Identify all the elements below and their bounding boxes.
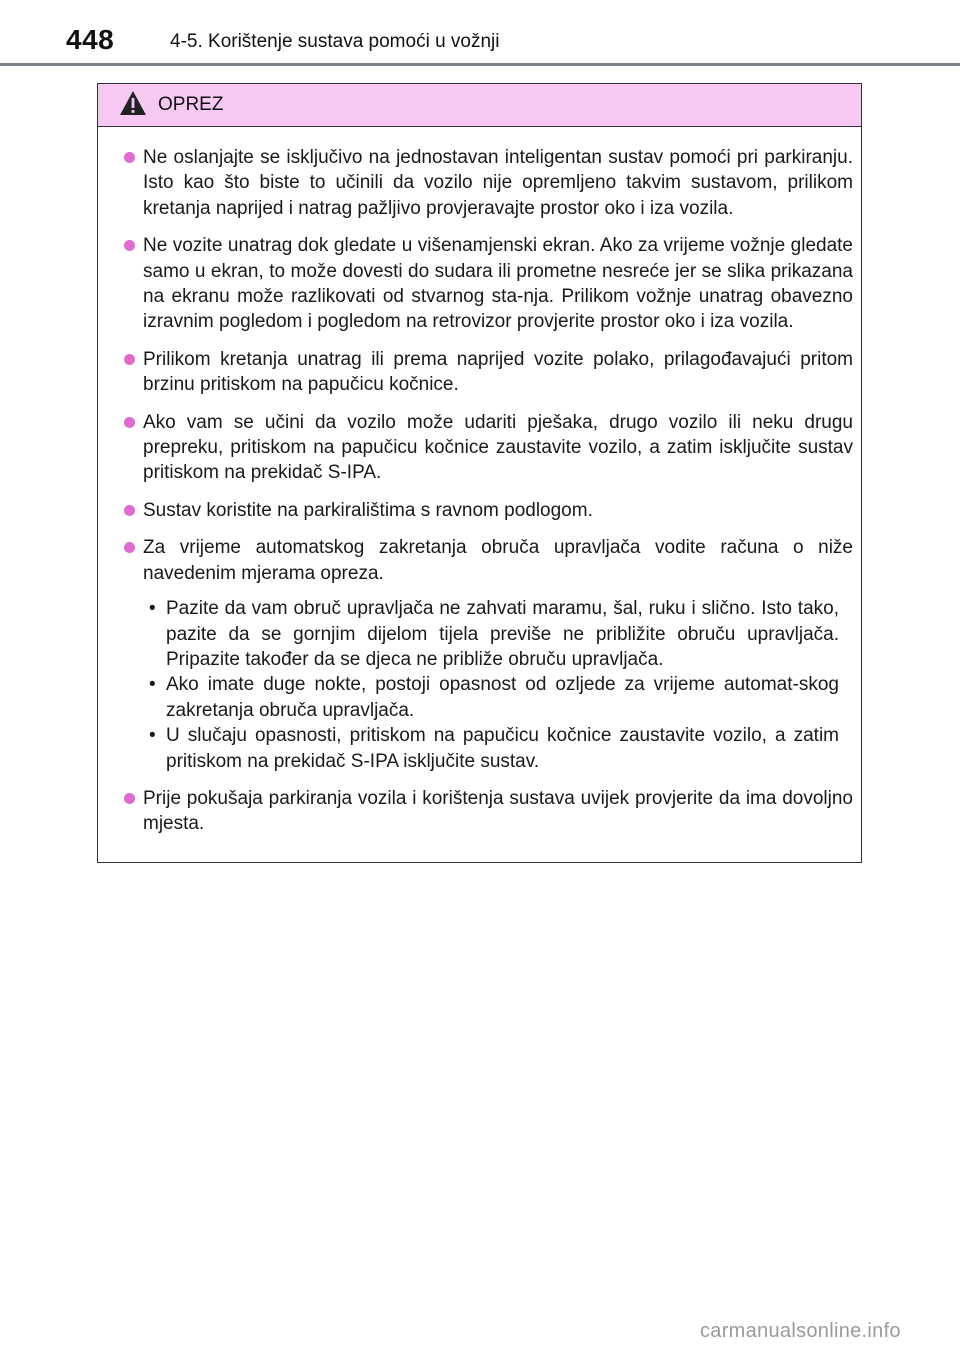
- bullet-dot-icon: [124, 240, 135, 251]
- caution-subitem: [143, 672, 853, 723]
- bullet-dot-icon: [124, 152, 135, 163]
- caution-subitem-list: [143, 596, 853, 774]
- caution-item: [118, 347, 853, 398]
- caution-item-text: Za vrijeme automatskog zakretanja obruča upravljača vodite računa o niže navedenim mjerama opreza.: [143, 537, 853, 584]
- caution-title: OPREZ: [158, 94, 224, 115]
- header-divider: [0, 63, 960, 66]
- sub-bullet-glyph: •: [149, 674, 156, 696]
- sub-bullet-glyph: •: [149, 598, 156, 620]
- bullet-dot-icon: [124, 542, 135, 553]
- bullet-dot-icon: [124, 793, 135, 804]
- caution-subitem: [143, 596, 853, 672]
- warning-triangle-icon: [119, 90, 147, 116]
- bullet-dot-icon: [124, 417, 135, 428]
- caution-body: [98, 127, 861, 837]
- source-watermark: carmanualsonline.info: [700, 1320, 901, 1342]
- caution-item-text: Ako vam se učini da vozilo može udariti pješaka, drugo vozilo ili neku drugu prepreku, pritiskom na papučicu kočnice zaustavite vozilo, a zatim isključite sustav pritiskom na prekidač S-IPA.: [143, 411, 853, 484]
- caution-subitem: [143, 723, 853, 774]
- caution-item-text: Sustav koristite na parkiralištima s ravnom podlogom.: [143, 499, 593, 521]
- caution-item-text: Ne oslanjajte se isključivo na jednostavan inteligentan sustav pomoći pri parkiranju. Isto kao što biste to učinili da vozilo nije opremljeno takvim sustavom, prilikom kretanja naprijed i natrag pažljivo provjeravajte prostor oko i iza vozila.: [143, 147, 853, 219]
- caution-item: [118, 498, 853, 523]
- bullet-dot-icon: [124, 354, 135, 365]
- caution-subitem-text: U slučaju opasnosti, pritiskom na papučicu kočnice zaustavite vozilo, a zatim pritiskom na prekidač S-IPA isključite sustav.: [166, 725, 839, 772]
- caution-item-text: Prilikom kretanja unatrag ili prema naprijed vozite polako, prilagođavajući pritom brzinu pritiskom na papučicu kočnice.: [143, 348, 853, 396]
- caution-item: [118, 410, 853, 486]
- sub-bullet-glyph: •: [149, 725, 156, 747]
- caution-item-text: Prije pokušaja parkiranja vozila i korištenja sustava uvijek provjerite da ima dovoljno mjesta.: [143, 787, 853, 835]
- caution-item: [118, 535, 853, 774]
- caution-item: [118, 786, 853, 837]
- caution-item-text: Ne vozite unatrag dok gledate u višenamjenski ekran. Ako za vrijeme vožnje gledate samo u ekran, to može dovesti do sudara ili prometne nesreće jer se slika prikazana na ekranu može razlikovati od stvarnog sta-nja. Prilikom vožnje unatrag obavezno izravnim pogledom i pogledom na retrovizor provjerite prostor oko i iza vozila.: [143, 235, 853, 333]
- caution-box: [97, 83, 862, 863]
- page-header: [0, 0, 960, 70]
- page-number: 448: [66, 24, 115, 55]
- caution-item: [118, 233, 853, 335]
- caution-subitem-text: Pazite da vam obruč upravljača ne zahvati maramu, šal, ruku i slično. Isto tako, pazite da se gornjim dijelom tijela previše ne približite obruču upravljača. Pripazite također da se djeca ne približe obruču upravljača.: [166, 598, 839, 670]
- caution-header: [98, 84, 861, 127]
- caution-item: [118, 145, 853, 221]
- chapter-title: 4-5. Korištenje sustava pomoći u vožnji: [170, 31, 500, 52]
- caution-subitem-text: Ako imate duge nokte, postoji opasnost od ozljede za vrijeme automat-skog zakretanja obruča upravljača.: [166, 674, 839, 721]
- bullet-dot-icon: [124, 505, 135, 516]
